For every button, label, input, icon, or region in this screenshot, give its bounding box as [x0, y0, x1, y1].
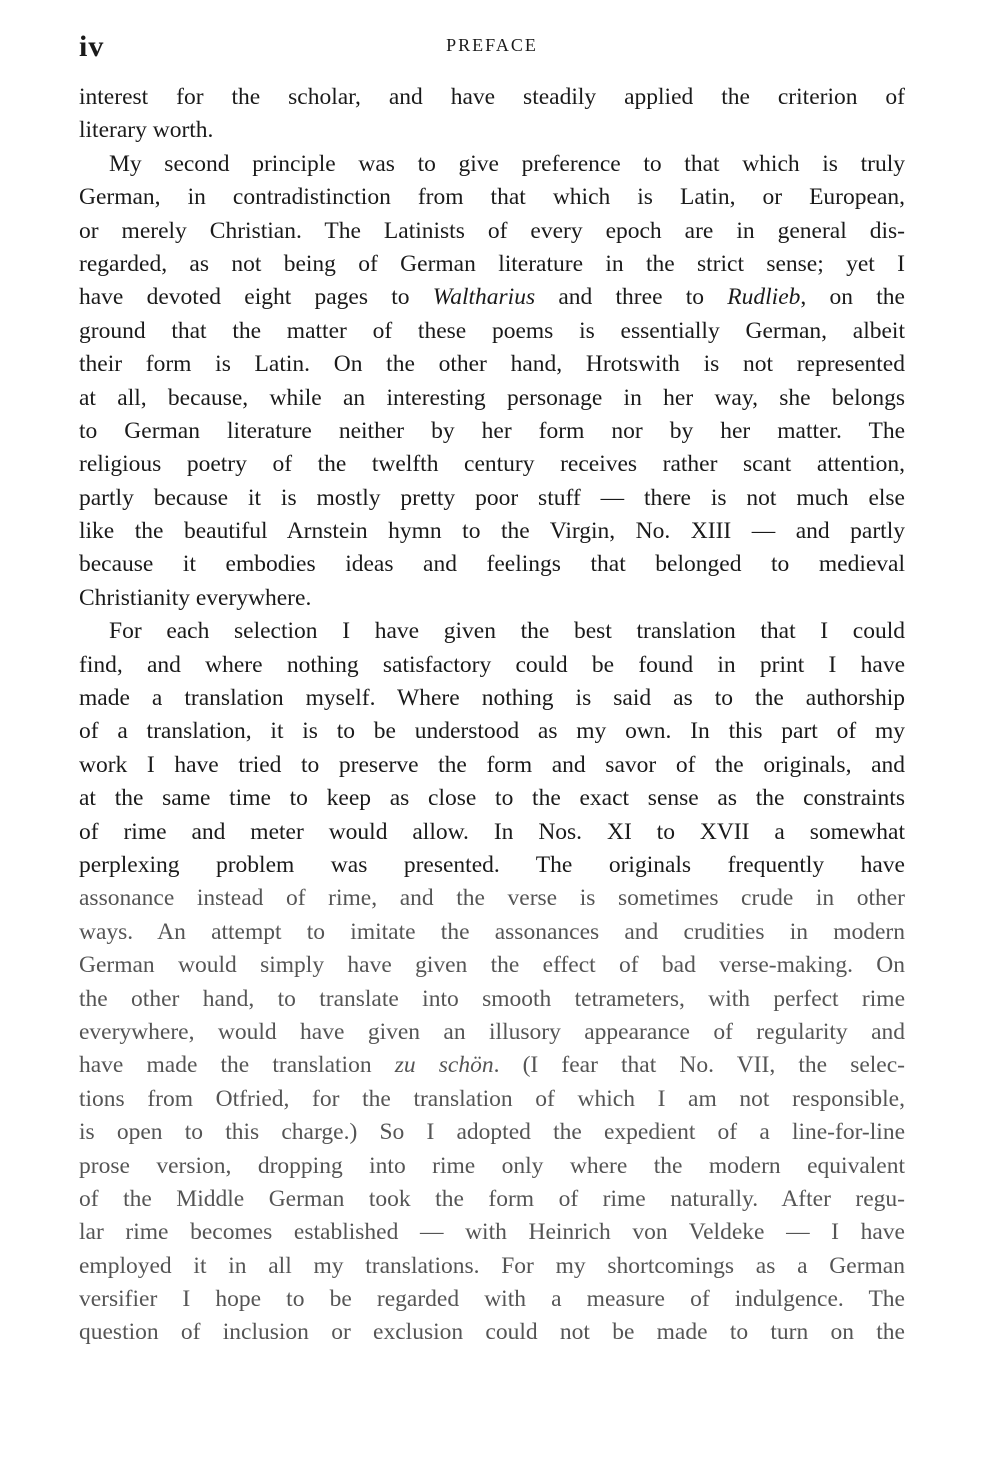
text-line: of the Middle German took the form of rime naturally. After regu- [79, 1185, 905, 1212]
text-line: or merely Christian. The Latinists of every epoch are in general dis- [79, 217, 905, 244]
text-line: religious poetry of the twelfth century receives rather scant attention, [79, 451, 905, 478]
text-line: For each selection I have given the best translation that I could [109, 618, 905, 645]
text-line: like the beautiful Arnstein hymn to the Virgin, No. XIII — and partly [79, 518, 905, 545]
page-header [79, 30, 905, 70]
line-segment: and three to [535, 284, 728, 311]
text-line: of rime and meter would allow. In Nos. XI to XVII a somewhat [79, 818, 905, 845]
text-line: find, and where nothing satisfactory could be found in print I have [79, 651, 905, 678]
line-segment: , on the [800, 284, 905, 311]
text-line: tions from Otfried, for the translation of which I am not responsible, [79, 1085, 905, 1112]
preface-body [79, 81, 905, 1350]
text-line: lar rime becomes established — with Heinrich von Veldeke — I have [79, 1219, 905, 1246]
text-line: of a translation, it is to be understood as my own. In this part of my [79, 718, 905, 745]
text-line: My second principle was to give preference to that which is truly [109, 150, 905, 177]
text-line: literary worth. [79, 117, 214, 144]
text-line [79, 281, 905, 314]
text-line: assonance instead of rime, and the verse is sometimes crude in other [79, 885, 905, 912]
text-line: ways. An attempt to imitate the assonances and crudities in modern [79, 918, 905, 945]
text-line: everywhere, would have given an illusory appearance of regularity and [79, 1018, 905, 1045]
title-rudlieb: Rudlieb [727, 284, 801, 311]
title-waltharius: Waltharius [432, 284, 536, 311]
page-number: iv [79, 30, 105, 63]
text-line: at the same time to keep as close to the exact sense as the constraints [79, 785, 905, 812]
text-line: German would simply have given the effect of bad verse-making. On [79, 952, 905, 979]
text-line: ground that the matter of these poems is essentially German, albeit [79, 317, 905, 344]
line-segment: have made the translation [79, 1052, 395, 1079]
text-line: their form is Latin. On the other hand, Hrotswith is not represented [79, 351, 905, 378]
text-line: partly because it is mostly pretty poor stuff — there is not much else [79, 484, 905, 511]
book-page [79, 30, 905, 1350]
phrase-zu-schon: zu schön [394, 1052, 494, 1079]
text-line: work I have tried to preserve the form and savor of the originals, and [79, 751, 905, 778]
text-line: made a translation myself. Where nothing is said as to the authorship [79, 685, 905, 712]
text-line: is open to this charge.) So I adopted the expedient of a line-for-line [79, 1119, 905, 1146]
running-head: PREFACE [446, 35, 538, 55]
line-segment: . (I fear that No. VII, the selec- [493, 1052, 905, 1079]
line-segment: have devoted eight pages to [79, 284, 433, 311]
text-line: the other hand, to translate into smooth tetrameters, with perfect rime [79, 985, 905, 1012]
text-line: interest for the scholar, and have steadily applied the criterion of [79, 84, 905, 110]
text-line: to German literature neither by her form nor by her matter. The [79, 417, 905, 444]
text-line: prose version, dropping into rime only where the modern equivalent [79, 1152, 905, 1179]
text-line [79, 1049, 905, 1082]
text-line: question of inclusion or exclusion could not be made to turn on the [79, 1319, 905, 1346]
text-line: German, in contradistinction from that which is Latin, or European, [79, 184, 905, 211]
text-line: versifier I hope to be regarded with a measure of indulgence. The [79, 1286, 905, 1313]
text-line: employed it in all my translations. For my shortcomings as a German [79, 1252, 905, 1279]
text-line: perplexing problem was presented. The originals frequently have [79, 851, 905, 878]
text-line: at all, because, while an interesting personage in her way, she belongs [79, 384, 905, 411]
text-line: Christianity everywhere. [79, 584, 312, 611]
text-line: because it embodies ideas and feelings that belonged to medieval [79, 551, 905, 578]
text-line: regarded, as not being of German literature in the strict sense; yet I [79, 250, 905, 277]
